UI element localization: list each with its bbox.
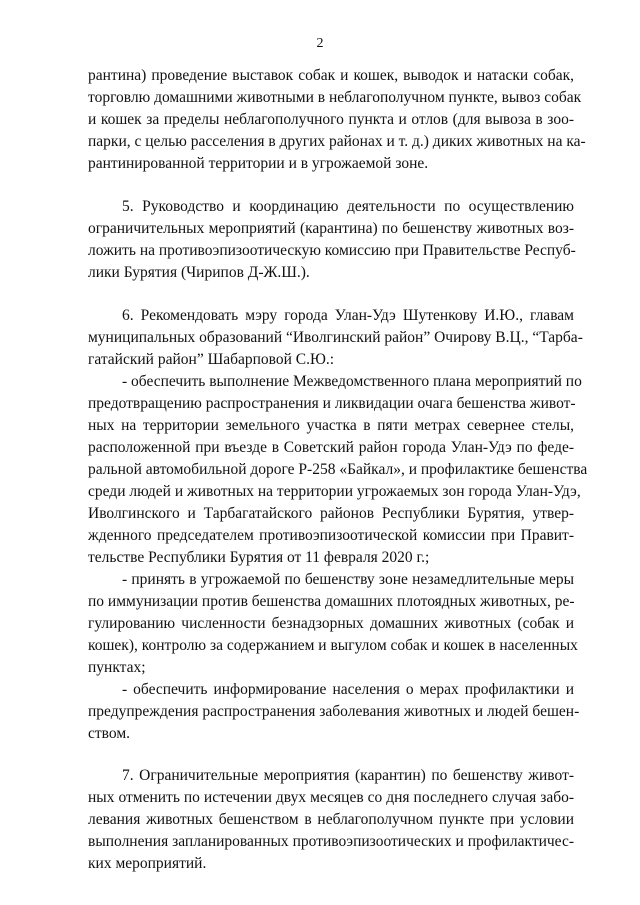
text-line: 7. Ограничительные мероприятия (карантин) по бешенству живот- [122, 767, 574, 784]
text-line: предупреждения распространения заболевания животных и людей бешен- [88, 703, 580, 720]
text-line: - обеспечить выполнение Межведомственного плана мероприятий по [122, 373, 582, 390]
text-line: среди людей и животных на территории угрожаемых зон города Улан-Удэ, [88, 483, 581, 500]
text-line: рантинированной территории и в угрожаемой зоне. [88, 155, 429, 172]
text-line: торговлю домашними животными в неблагополучном пункте, вывоз собак [88, 89, 582, 106]
text-line: ложить на противоэпизоотическую комиссию при Правительстве Респуб- [88, 242, 576, 259]
text-line: гатайский район” Шабарповой С.Ю.: [88, 351, 335, 368]
text-line: 5. Руководство и координацию деятельности по осуществлению [122, 198, 574, 215]
text-line: Иволгинского и Тарбагатайского районов Республики Бурятия, утвер- [88, 505, 574, 522]
text-line: предотвращению распространения и ликвидации очага бешенства живот- [88, 395, 576, 412]
text-line: муниципальных образований “Иволгинский район” Очирову В.Ц., “Тарба- [88, 329, 583, 346]
text-line: пунктах; [88, 659, 146, 676]
text-line: левания животных бешенством в неблагополучном пункте при условии [88, 811, 574, 828]
text-line: рантина) проведение выставок собак и кошек, выводок и натаски собак, [88, 67, 574, 84]
text-line: гулированию численности безнадзорных домашних животных (собак и [88, 615, 574, 632]
text-line: расположенной при въезде в Советский район города Улан-Удэ по феде- [88, 439, 574, 456]
text-line: ральной автомобильной дороге Р-258 «Байкал», и профилактике бешенства [88, 461, 588, 478]
text-line: кошек), контролю за содержанием и выгулом собак и кошек в населенных [88, 637, 578, 654]
text-line: парки, с целью расселения в других районах и т. д.) диких животных на ка- [88, 133, 586, 150]
text-line: ных отменить по истечении двух месяцев со дня последнего случая забо- [88, 789, 574, 806]
text-line: 6. Рекомендовать мэру города Улан-Удэ Шутенкову И.Ю., главам [122, 307, 574, 324]
text-line: - обеспечить информирование населения о мерах профилактики и [122, 681, 574, 698]
text-line: тельстве Республики Бурятия от 11 февраля 2020 г.; [88, 549, 430, 566]
text-line: - принять в угрожаемой по бешенству зоне незамедлительные меры [122, 571, 574, 588]
text-line: жденного председателем противоэпизоотической комиссии при Правит- [88, 527, 574, 544]
text-line: лики Бурятия (Чирипов Д-Ж.Ш.). [88, 264, 310, 281]
text-line: ограничительных мероприятий (карантина) по бешенству животных воз- [88, 220, 574, 237]
text-line: выполнения запланированных противоэпизоотических и профилактичес- [88, 833, 574, 850]
text-line: ством. [88, 725, 131, 742]
text-line: ких мероприятий. [88, 855, 207, 872]
page-number: 2 [316, 36, 324, 51]
text-line: и кошек за пределы неблагополучного пункта и отлов (для вывоза в зоо- [88, 111, 574, 128]
text-line: по иммунизации против бешенства домашних плотоядных животных, ре- [88, 593, 575, 610]
text-line: ных на территории земельного участка в пяти метрах севернее стелы, [88, 417, 574, 434]
